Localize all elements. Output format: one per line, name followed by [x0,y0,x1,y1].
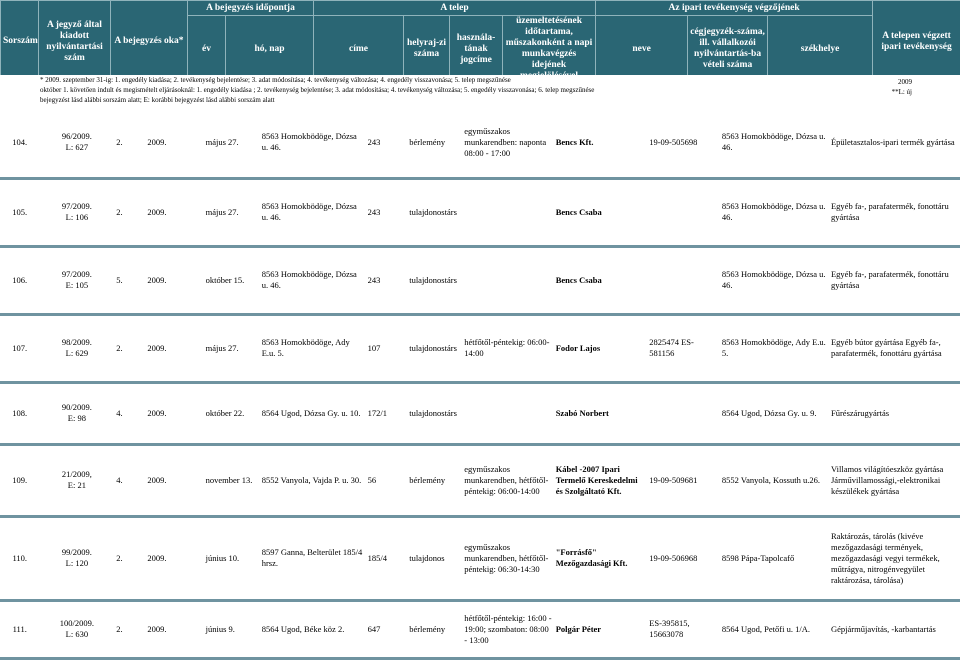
nyilvantartasi-szam: 90/2009. [61,402,92,412]
note-year: 2009 [898,78,912,86]
cell-oka: 2. [114,600,145,658]
cell-neve: Fodor Lajos [554,314,648,382]
cell-oka: 2. [114,314,145,382]
cell-uzemeltetes: egyműszakos munkarendben, hétfőtől-péntekig: 06:00-14:00 [462,444,553,516]
table-row [0,246,960,314]
nyilvantartasi-szam: 96/2009. [61,131,92,142]
cell-jogcim: tulajdonostárs [407,382,462,444]
cell-ev: 2009. [145,314,203,382]
cell-neve: Polgár Péter [554,600,648,658]
col-hasznalat: használa-tának jogcíme [450,16,503,83]
cell-cegjegyzekszam: 19-09-505698 [647,108,720,178]
cell-uzemeltetes: egyműszakos munkarendben: naponta 08:00 - 17:00 [462,108,553,178]
col-sorszam: Sorszám [1,1,39,83]
cell-nyilvantartasi-szam [39,246,114,314]
cell-ev: 2009. [145,246,203,314]
cell-nyilvantartasi-szam [39,444,114,516]
cell-telep-cime: 8563 Homokbödöge, Dózsa u. 46. [260,246,366,314]
cell-cegjegyzekszam [647,178,720,246]
cell-neve: Kábel -2007 Ipari Termelő Kereskedelmi és Szolgáltató Kft. [554,444,648,516]
cell-helyrajzi-szam: 243 [366,178,408,246]
table-row [0,516,960,600]
cell-oka: 2. [114,516,145,600]
cell-honap: november 13. [204,444,260,516]
cell-cegjegyzekszam: 19-09-509681 [647,444,720,516]
col-telep: A telep [314,1,596,16]
cell-szekhely: 8552 Vanyola, Kossuth u.26. [720,444,829,516]
cell-telep-cime: 8563 Homokbödöge, Dózsa u. 46. [260,108,366,178]
cell-tevekenyseg: Gépjárműjavítás, -karbantartás [829,600,960,658]
cell-uzemeltetes: hétfőtől-péntekig: 16:00 - 19:00; szombaton: 08:00 - 13:00 [462,600,553,658]
table-header [0,0,960,83]
bejegyzes-hivatkozas: E: 98 [67,413,86,423]
cell-ev: 2009. [145,382,203,444]
cell-oka: 4. [114,444,145,516]
cell-ev: 2009. [145,108,203,178]
cell-ev: 2009. [145,178,203,246]
cell-honap: május 27. [204,314,260,382]
cell-helyrajzi-szam: 647 [366,600,408,658]
table-row [0,178,960,246]
table-row [0,444,960,516]
cell-sorszam: 107. [0,314,39,382]
cell-nyilvantartasi-szam [39,382,114,444]
cell-oka: 2. [114,178,145,246]
cell-szekhely: 8563 Homokbödöge, Dózsa u. 46. [720,246,829,314]
cell-honap: október 15. [204,246,260,314]
col-uzemeltetes: üzemeltetésének időtartama, műszakonként a napi munkavégzés idejének [503,16,596,83]
cell-cegjegyzekszam: 2825474 ES-581156 [647,314,720,382]
cell-neve: "Forrásfő" Mezőgazdasági Kft. [554,516,648,600]
nyilvantartasi-szam: 98/2009. [61,337,92,347]
cell-ev: 2009. [145,444,203,516]
cell-telep-cime: 8597 Ganna, Belterület 185/4 hrsz. [260,516,366,600]
cell-sorszam: 104. [0,108,39,178]
cell-szekhely: 8564 Ugod, Dózsa Gy. u. 9. [720,382,829,444]
cell-nyilvantartasi-szam [39,178,114,246]
col-vegzo: Az ipari tevékenység végzőjének [596,1,873,16]
cell-helyrajzi-szam: 56 [366,444,408,516]
cell-honap: május 27. [204,108,260,178]
cell-cegjegyzekszam: ES-395815, 15663078 [647,600,720,658]
cell-honap: október 22. [204,382,260,444]
table-body [0,108,960,660]
cell-neve: Szabó Norbert [554,382,648,444]
col-cime: címe [314,16,404,83]
nyilvantartasi-szam: 100/2009. [59,618,94,628]
cell-cegjegyzekszam [647,382,720,444]
cell-uzemeltetes [462,178,553,246]
col-jegyzo: A jegyző által kiadott nyilvántartási szám [39,1,111,83]
cell-tevekenyseg: Egyéb fa-, parafatermék, fonottáru gyártása [829,178,960,246]
bejegyzes-hivatkozas: L: 630 [65,629,89,639]
cell-tevekenyseg: Raktározás, tárolás (kivéve mezőgazdasági termények, mezőgazdasági vegyi termékek, műtrágya, nitrogénvegyület raktározása, tárolása) [829,516,960,600]
cell-ev: 2009. [145,600,203,658]
cell-sorszam: 106. [0,246,39,314]
cell-nyilvantartasi-szam [39,314,114,382]
cell-cegjegyzekszam: 19-09-506968 [647,516,720,600]
cell-telep-cime: 8564 Ugod, Dózsa Gy. u. 10. [260,382,366,444]
cell-honap: június 10. [204,516,260,600]
cell-nyilvantartasi-szam [39,108,114,178]
col-idopont: A bejegyzés időpontja [188,1,314,16]
col-ev: év [188,16,226,83]
cell-nyilvantartasi-szam [39,600,114,658]
note-line-3: bejegyzést lásd alábbi sorszám alatt; E: korábbi bejegyzést lásd alábbi sorszám alatt [40,96,275,104]
col-cegjegyzek: cégjegyzék-száma, ill. vállalkozói nyilvántartás-ba vételi száma [688,16,768,83]
cell-uzemeltetes [462,246,553,314]
cell-neve: Bencs Csaba [554,246,648,314]
cell-telep-cime: 8563 Homokbödöge, Dózsa u. 46. [260,178,366,246]
cell-tevekenyseg: Épületasztalos-ipari termék gyártása [829,108,960,178]
cell-oka: 4. [114,382,145,444]
bejegyzes-hivatkozas: L: 627 [65,142,89,153]
cell-jogcim: tulajdonostárs [407,314,462,382]
cell-telep-cime: 8563 Homokbödöge, Ady E.u. 5. [260,314,366,382]
cell-honap: május 27. [204,178,260,246]
cell-sorszam: 105. [0,178,39,246]
cell-sorszam: 109. [0,444,39,516]
cell-oka: 2. [114,108,145,178]
nyilvantartasi-szam: 99/2009. [61,547,92,557]
cell-szekhely: 8598 Pápa-Tapolcafő [720,516,829,600]
bejegyzes-hivatkozas: E: 21 [67,480,86,490]
cell-tevekenyseg: Egyéb bútor gyártása Egyéb fa-, parafatermék, fonottáru gyártása [829,314,960,382]
cell-ev: 2009. [145,516,203,600]
nyilvantartasi-szam: 97/2009. [61,201,92,211]
cell-telep-cime: 8564 Ugod, Béke köz 2. [260,600,366,658]
cell-szekhely: 8564 Ugod, Petőfi u. 1/A. [720,600,829,658]
cell-jogcim: bérlemény [407,600,462,658]
bejegyzes-hivatkozas: L: 120 [65,558,89,568]
note-legend: **L: új [891,88,912,96]
cell-tevekenyseg: Fűrészárugyártás [829,382,960,444]
cell-neve: Bencs Csaba [554,178,648,246]
col-honap: hó, nap [226,16,314,83]
bejegyzes-hivatkozas: L: 106 [65,212,89,222]
cell-jogcim: bérlemény [407,108,462,178]
col-szekhelye: székhelye [768,16,873,83]
note-line-2: október 1. követően indult és megismételt eljárásoknál: 1. engedély kiadása ; 2. tevékenység bejelentése; 3. adat módosítása; 4. tevékenység változása; 5. engedély visszavonása; 6. telep megszűnése [40,86,595,94]
col-oka: A bejegyzés oka* [111,1,188,83]
cell-jogcim: bérlemény [407,444,462,516]
bejegyzes-hivatkozas: E: 105 [65,280,89,290]
table-row [0,382,960,444]
cell-jogcim: tulajdonostárs [407,178,462,246]
cell-helyrajzi-szam: 243 [366,108,408,178]
cell-telep-cime: 8552 Vanyola, Vajda P. u. 30. [260,444,366,516]
cell-szekhely: 8563 Homokbödöge, Dózsa u. 46. [720,178,829,246]
cell-neve: Bencs Kft. [554,108,648,178]
nyilvantartasi-szam: 97/2009. [61,269,92,279]
col-helyrajzi: helyraj-zi száma [404,16,450,83]
cell-cegjegyzekszam [647,246,720,314]
cell-uzemeltetes: egyműszakos munkarendben, hétfőtől-péntekig: 06:30-14:30 [462,516,553,600]
table-row [0,600,960,658]
cell-helyrajzi-szam: 172/1 [366,382,408,444]
col-neve: neve [596,16,688,83]
note-line-1: * 2009. szeptember 31-ig: 1. engedély kiadása; 2. tevékenység bejelentése; 3. adat módosítása; 4. tevékenység változása; 4. engedély visszavonása; 5. telep megszűnése [40,76,511,84]
cell-uzemeltetes [462,382,553,444]
col-tevekenyseg: A telepen végzett ipari tevékenység [873,1,960,83]
table-row [0,108,960,178]
bejegyzes-hivatkozas: L: 629 [65,348,89,358]
cell-sorszam: 111. [0,600,39,658]
cell-sorszam: 110. [0,516,39,600]
cell-tevekenyseg: Egyéb fa-, parafatermék, fonottáru gyártása [829,246,960,314]
cell-jogcim: tulajdonostárs [407,246,462,314]
cell-sorszam: 108. [0,382,39,444]
cell-helyrajzi-szam: 107 [366,314,408,382]
cell-uzemeltetes: hétfőtől-péntekig: 06:00-14:00 [462,314,553,382]
cell-jogcim: tulajdonos [407,516,462,600]
footnotes [0,75,960,107]
table-row [0,314,960,382]
cell-tevekenyseg: Villamos világítóeszköz gyártása Járművillamossági,-elektronikai készülékek gyártása [829,444,960,516]
cell-szekhely: 8563 Homokbödöge, Dózsa u. 46. [720,108,829,178]
cell-helyrajzi-szam: 185/4 [366,516,408,600]
cell-oka: 5. [114,246,145,314]
nyilvantartasi-szam: 21/2009, [61,469,92,479]
cell-honap: június 9. [204,600,260,658]
cell-nyilvantartasi-szam [39,516,114,600]
cell-szekhely: 8563 Homokbödöge, Ady E.u. 5. [720,314,829,382]
cell-helyrajzi-szam: 243 [366,246,408,314]
